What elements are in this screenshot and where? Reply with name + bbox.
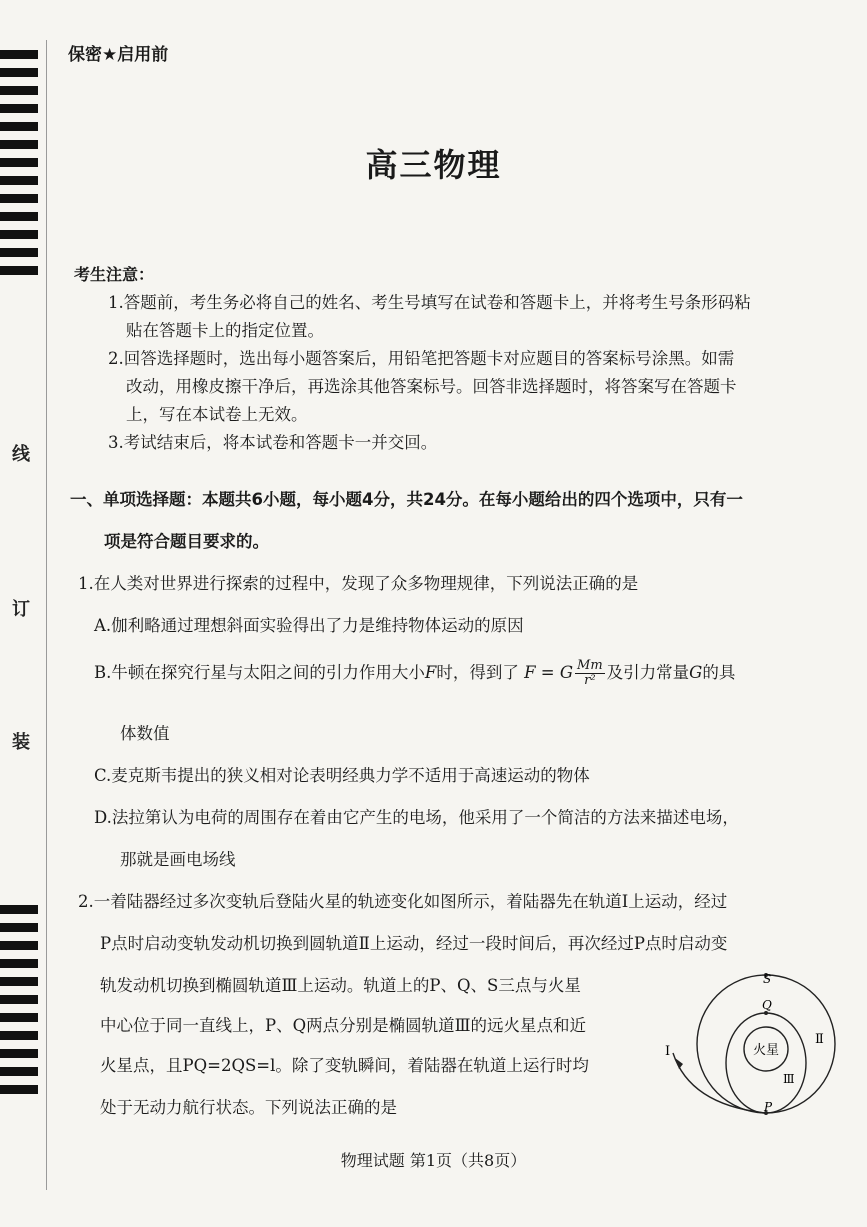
label-orbit-i: Ⅰ <box>665 1044 671 1059</box>
q2-stem-line: 2.一着陆器经过多次变轨后登陆火星的轨迹变化如图所示，着陆器先在轨道Ⅰ上运动，经过 <box>78 892 728 911</box>
notice-line: 改动，用橡皮擦干净后，再选涂其他答案标号。回答非选择题时，将答案写在答题卡 <box>126 377 737 396</box>
binding-label-bind: 装 <box>12 732 30 753</box>
notice-line: 上，写在本试卷上无效。 <box>126 405 308 424</box>
binding-label-cut: 订 <box>12 599 30 620</box>
q2-stem-line: 火星点，且PQ=2QS=l。除了变轨瞬间，着陆器在轨道上运行时均 <box>100 1056 589 1075</box>
notice-label: 考生注意： <box>74 265 155 284</box>
formula-fraction <box>575 659 605 688</box>
q1-option-b-text: 及引力常量 <box>606 663 690 682</box>
binding-stripe <box>0 923 38 932</box>
label-orbit-iii: Ⅲ <box>783 1072 795 1086</box>
binding-stripe <box>0 50 38 59</box>
binding-stripe <box>0 995 38 1004</box>
binding-stripe <box>0 104 38 113</box>
q1-symbol-f: F <box>424 663 437 682</box>
orbit-i-arrow <box>675 1058 683 1069</box>
binding-stripe <box>0 68 38 77</box>
notice-line: 贴在答题卡上的指定位置。 <box>126 321 324 340</box>
formula-lhs: F = G <box>524 663 574 682</box>
binding-stripe <box>0 194 38 203</box>
orbit-i-arc <box>673 1053 766 1113</box>
binding-stripe <box>0 977 38 986</box>
orbit-diagram <box>655 965 855 1125</box>
q1-option-b-cont: 体数值 <box>120 724 170 743</box>
binding-stripe <box>0 1031 38 1040</box>
q2-stem-line: P点时启动变轨发动机切换到圆轨道Ⅱ上运动，经过一段时间后，再次经过P点时启动变 <box>100 934 728 953</box>
q1-option-c: C.麦克斯韦提出的狭义相对论表明经典力学不适用于高速运动的物体 <box>94 766 590 785</box>
q2-stem-line: 处于无动力航行状态。下列说法正确的是 <box>100 1098 397 1117</box>
binding-stripe <box>0 230 38 239</box>
label-p: P <box>764 1100 773 1114</box>
binding-stripe <box>0 266 38 275</box>
q1-option-d: D.法拉第认为电荷的周围存在着由它产生的电场，他采用了一个简洁的方法来描述电场， <box>94 808 739 827</box>
binding-stripe <box>0 1085 38 1094</box>
binding-label-line: 线 <box>12 444 30 465</box>
q1-option-b-text: 时，得到了 <box>436 663 519 682</box>
q1-option-b-text: B.牛顿在探究行星与太阳之间的引力作用大小 <box>94 663 425 682</box>
q1-option-b <box>94 656 735 690</box>
mars-label: 火星 <box>752 1043 780 1058</box>
section-heading: 一、单项选择题：本题共6小题，每小题4分，共24分。在每小题给出的四个选项中，只有一 <box>70 490 743 509</box>
binding-stripe <box>0 905 38 914</box>
notice-line: 2.回答选择题时，选出每小题答案后，用铅笔把答题卡对应题目的答案标号涂黑。如需 <box>108 349 735 368</box>
binding-dashed-line <box>46 40 47 1190</box>
fraction-numerator: Mm <box>577 658 603 673</box>
binding-stripe <box>0 86 38 95</box>
classified-label: 保密★启用前 <box>68 45 169 65</box>
page-footer: 物理试题 第1页（共8页） <box>340 1151 527 1170</box>
orbit-iii-ellipse <box>726 1013 806 1113</box>
label-s: S <box>763 972 772 986</box>
binding-stripe <box>0 1013 38 1022</box>
q1-stem: 1.在人类对世界进行探索的过程中，发现了众多物理规律，下列说法正确的是 <box>78 574 639 593</box>
binding-stripe <box>0 248 38 257</box>
q2-stem-line: 中心位于同一直线上，P、Q两点分别是椭圆轨道Ⅲ的远火星点和近 <box>100 1016 587 1035</box>
binding-stripe <box>0 941 38 950</box>
binding-stripe <box>0 1067 38 1076</box>
notice-line: 3.考试结束后，将本试卷和答题卡一并交回。 <box>108 433 438 452</box>
label-orbit-ii: Ⅱ <box>815 1032 824 1047</box>
label-q: Q <box>762 998 772 1012</box>
page-title: 高三物理 <box>365 146 502 184</box>
q1-option-a: A.伽利略通过理想斜面实验得出了力是维持物体运动的原因 <box>94 616 524 635</box>
fraction-denominator: r² <box>584 673 596 688</box>
binding-stripe <box>0 1049 38 1058</box>
q1-option-d-cont: 那就是画电场线 <box>120 850 236 869</box>
binding-stripe <box>0 212 38 221</box>
notice-line: 1.答题前，考生务必将自己的姓名、考生号填写在试卷和答题卡上，并将考生号条形码粘 <box>108 293 751 312</box>
q1-symbol-g: G <box>689 663 703 682</box>
q1-option-b-text: 的具 <box>702 663 736 682</box>
binding-stripe <box>0 122 38 131</box>
q2-stem-line: 轨发动机切换到椭圆轨道Ⅲ上运动。轨道上的P、Q、S三点与火星 <box>100 976 581 995</box>
binding-stripe <box>0 959 38 968</box>
section-heading-cont: 项是符合题目要求的。 <box>104 532 269 551</box>
